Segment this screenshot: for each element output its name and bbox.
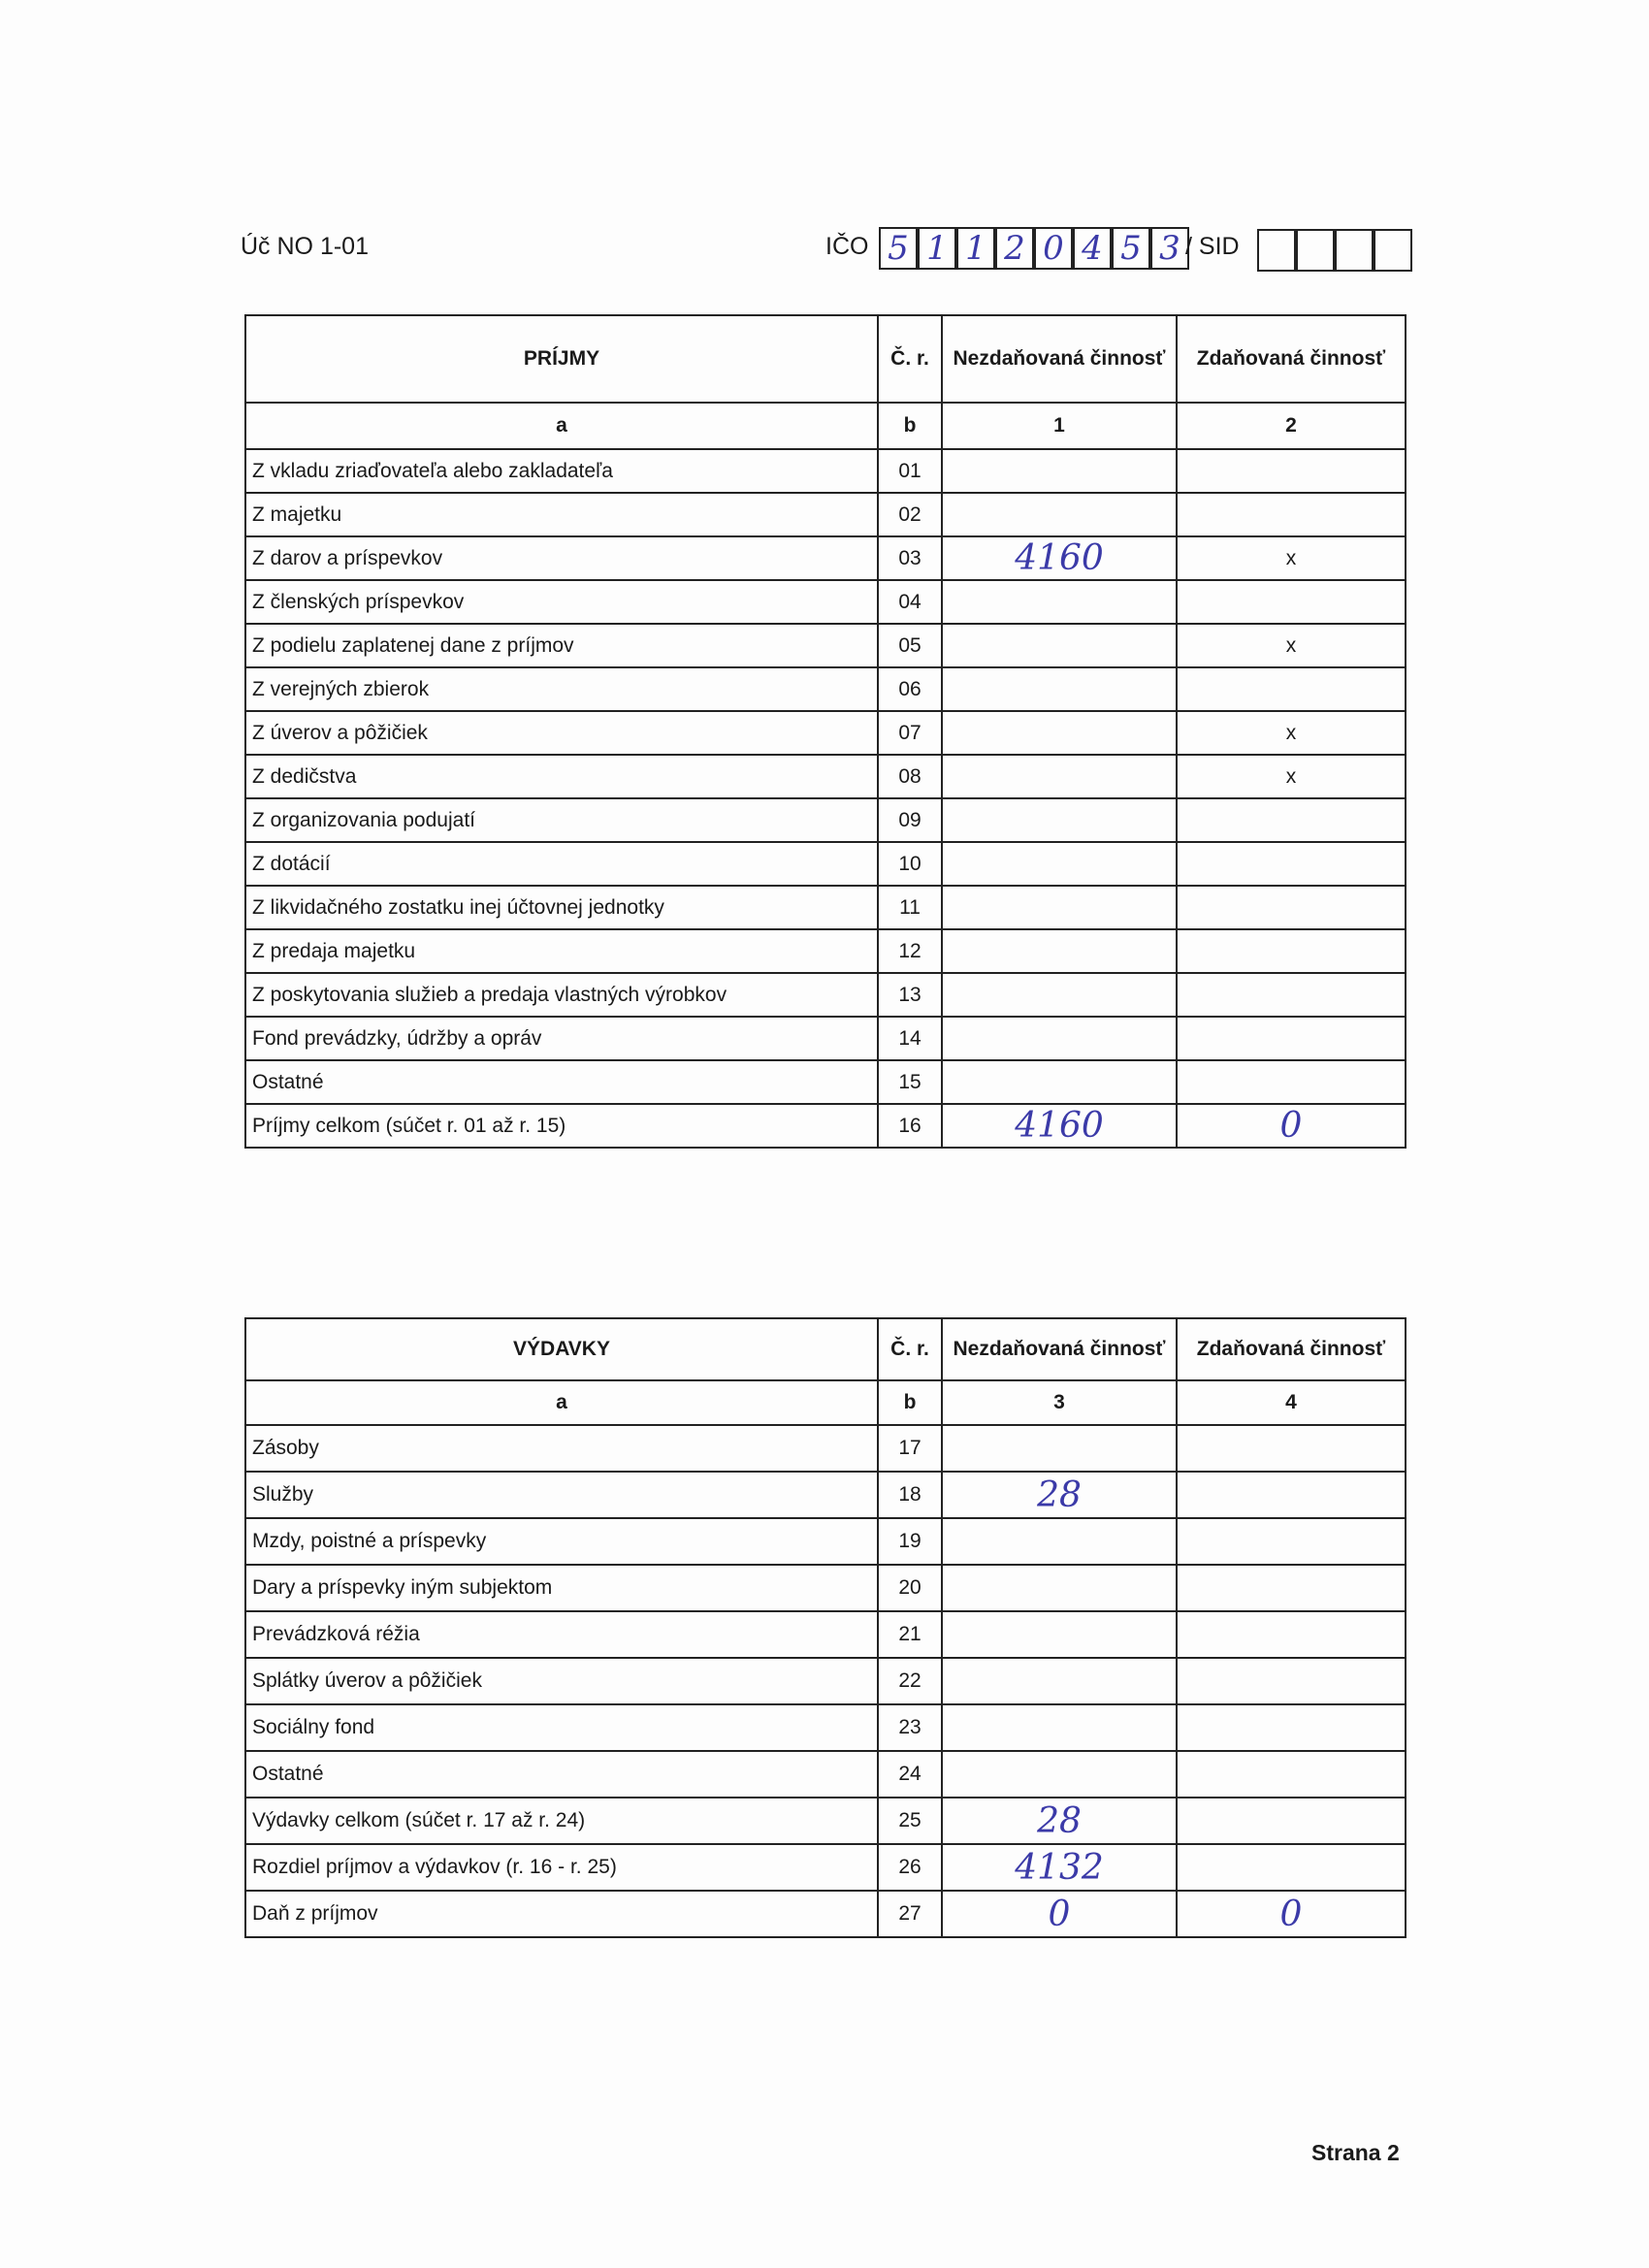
row-code: 20	[878, 1565, 942, 1611]
col-a-label: a	[245, 1380, 878, 1425]
row-label: Z predaja majetku	[245, 929, 878, 973]
value-cell[interactable]	[942, 449, 1177, 493]
row-code: 09	[878, 798, 942, 842]
row-label: Dary a príspevky iným subjektom	[245, 1565, 878, 1611]
col-4-label: 4	[1177, 1380, 1406, 1425]
value-cell[interactable]	[1177, 449, 1406, 493]
ico-digit: 1	[926, 229, 948, 268]
value-cell[interactable]: 0	[1177, 1104, 1406, 1148]
ico-digit: 0	[1043, 229, 1064, 268]
ico-digit: 3	[1159, 229, 1180, 268]
value-cell[interactable]	[1177, 973, 1406, 1017]
row-code: 25	[878, 1798, 942, 1844]
table-row	[245, 929, 1406, 973]
row-label: Splátky úverov a pôžičiek	[245, 1658, 878, 1704]
ico-digit: 1	[965, 229, 986, 268]
value-cell[interactable]	[1177, 580, 1406, 624]
value-cell[interactable]	[942, 973, 1177, 1017]
row-label: Príjmy celkom (súčet r. 01 až r. 15)	[245, 1104, 878, 1148]
value-cell[interactable]	[1177, 493, 1406, 536]
income-title: PRÍJMY	[245, 315, 878, 403]
value-cell[interactable]	[1177, 1658, 1406, 1704]
row-label: Mzdy, poistné a príspevky	[245, 1518, 878, 1565]
ico-digit: 4	[1082, 229, 1103, 268]
row-code: 16	[878, 1104, 942, 1148]
ico-digit: 2	[1004, 229, 1025, 268]
value-cell[interactable]: x	[1177, 624, 1406, 667]
value-cell[interactable]	[1177, 929, 1406, 973]
row-label: Výdavky celkom (súčet r. 17 až r. 24)	[245, 1798, 878, 1844]
table-row	[245, 1472, 1406, 1518]
row-code: 26	[878, 1844, 942, 1891]
value-cell[interactable]	[942, 580, 1177, 624]
row-code: 24	[878, 1751, 942, 1798]
value-cell[interactable]	[942, 1658, 1177, 1704]
row-code: 18	[878, 1472, 942, 1518]
row-code: 06	[878, 667, 942, 711]
value-cell[interactable]	[1177, 1472, 1406, 1518]
form-code: Úč NO 1-01	[241, 233, 369, 260]
table-row	[245, 1751, 1406, 1798]
row-code: 08	[878, 755, 942, 798]
value-cell[interactable]	[942, 1751, 1177, 1798]
row-code: 13	[878, 973, 942, 1017]
value-cell[interactable]	[1177, 1565, 1406, 1611]
row-code: 11	[878, 886, 942, 929]
row-code: 21	[878, 1611, 942, 1658]
value-cell[interactable]: 4160	[942, 536, 1177, 580]
table-row	[245, 1611, 1406, 1658]
sid-digit-box[interactable]	[1296, 229, 1335, 272]
row-label: Z organizovania podujatí	[245, 798, 878, 842]
nontaxed-header: Nezdaňovaná činnosť	[942, 1318, 1177, 1380]
value-cell[interactable]	[1177, 1751, 1406, 1798]
value-cell[interactable]	[1177, 1611, 1406, 1658]
row-code: 12	[878, 929, 942, 973]
table-row	[245, 536, 1406, 580]
table-row	[245, 886, 1406, 929]
table-row	[245, 1104, 1406, 1148]
expenses-table	[244, 1317, 1406, 1938]
row-code: 10	[878, 842, 942, 886]
row-code: 01	[878, 449, 942, 493]
row-label: Z dedičstva	[245, 755, 878, 798]
row-label: Ostatné	[245, 1060, 878, 1104]
row-label: Daň z príjmov	[245, 1891, 878, 1937]
row-label: Služby	[245, 1472, 878, 1518]
value-cell[interactable]	[942, 711, 1177, 755]
value-cell[interactable]	[942, 493, 1177, 536]
table-row	[245, 580, 1406, 624]
value-cell[interactable]	[1177, 1844, 1406, 1891]
row-label: Ostatné	[245, 1751, 878, 1798]
value-cell[interactable]	[942, 1565, 1177, 1611]
value-cell[interactable]: x	[1177, 536, 1406, 580]
table-row	[245, 973, 1406, 1017]
table-row	[245, 624, 1406, 667]
table-row	[245, 1017, 1406, 1060]
taxed-header: Zdaňovaná činnosť	[1177, 1318, 1406, 1380]
value-cell[interactable]	[1177, 1017, 1406, 1060]
row-label: Z darov a príspevkov	[245, 536, 878, 580]
table-row	[245, 449, 1406, 493]
value-cell[interactable]	[1177, 1060, 1406, 1104]
table-row	[245, 1518, 1406, 1565]
value-cell[interactable]: 28	[942, 1472, 1177, 1518]
table-row	[245, 842, 1406, 886]
table-row	[245, 1425, 1406, 1472]
row-code: 22	[878, 1658, 942, 1704]
value-cell[interactable]	[1177, 1518, 1406, 1565]
row-code: 15	[878, 1060, 942, 1104]
value-cell[interactable]	[942, 798, 1177, 842]
col-1-label: 1	[942, 403, 1177, 449]
value-cell[interactable]	[1177, 1798, 1406, 1844]
row-code: 05	[878, 624, 942, 667]
row-label: Fond prevádzky, údržby a opráv	[245, 1017, 878, 1060]
table-row	[245, 493, 1406, 536]
row-label: Sociálny fond	[245, 1704, 878, 1751]
col-b-label: b	[878, 1380, 942, 1425]
expenses-title: VÝDAVKY	[245, 1318, 878, 1380]
row-label: Z členských príspevkov	[245, 580, 878, 624]
value-cell[interactable]	[1177, 842, 1406, 886]
cr-header: Č. r.	[878, 315, 942, 403]
value-cell[interactable]	[942, 755, 1177, 798]
value-cell[interactable]	[942, 1704, 1177, 1751]
value-cell[interactable]: 0	[1177, 1891, 1406, 1937]
value-cell[interactable]: 4132	[942, 1844, 1177, 1891]
col-b-label: b	[878, 403, 942, 449]
value-cell[interactable]: 28	[942, 1798, 1177, 1844]
sid-digit-box[interactable]	[1257, 229, 1296, 272]
value-cell[interactable]	[942, 842, 1177, 886]
value-cell[interactable]	[942, 1017, 1177, 1060]
table-row	[245, 667, 1406, 711]
value-cell[interactable]: 0	[942, 1891, 1177, 1937]
row-code: 03	[878, 536, 942, 580]
value-cell[interactable]: x	[1177, 711, 1406, 755]
sid-digit-box[interactable]	[1374, 229, 1412, 272]
table-row	[245, 1844, 1406, 1891]
value-cell[interactable]	[942, 667, 1177, 711]
value-cell[interactable]	[942, 1518, 1177, 1565]
row-label: Z dotácií	[245, 842, 878, 886]
value-cell[interactable]	[1177, 1704, 1406, 1751]
row-label: Rozdiel príjmov a výdavkov (r. 16 - r. 25)	[245, 1844, 878, 1891]
row-code: 04	[878, 580, 942, 624]
row-label: Z úverov a pôžičiek	[245, 711, 878, 755]
row-label: Zásoby	[245, 1425, 878, 1472]
row-code: 14	[878, 1017, 942, 1060]
page-number: Strana 2	[1311, 2140, 1400, 2165]
income-table	[244, 314, 1406, 1149]
row-code: 17	[878, 1425, 942, 1472]
nontaxed-header: Nezdaňovaná činnosť	[942, 315, 1177, 403]
row-label: Z poskytovania služieb a predaja vlastných výrobkov	[245, 973, 878, 1017]
ico-label: IČO	[825, 233, 869, 260]
row-label: Z verejných zbierok	[245, 667, 878, 711]
row-code: 02	[878, 493, 942, 536]
value-cell[interactable]	[942, 1425, 1177, 1472]
row-code: 27	[878, 1891, 942, 1937]
value-cell[interactable]	[1177, 667, 1406, 711]
taxed-header: Zdaňovaná činnosť	[1177, 315, 1406, 403]
table-row	[245, 711, 1406, 755]
table-row	[245, 1658, 1406, 1704]
value-cell[interactable]: 4160	[942, 1104, 1177, 1148]
table-row	[245, 798, 1406, 842]
cr-header: Č. r.	[878, 1318, 942, 1380]
col-3-label: 3	[942, 1380, 1177, 1425]
value-cell[interactable]	[942, 886, 1177, 929]
row-label: Z likvidačného zostatku inej účtovnej jednotky	[245, 886, 878, 929]
row-code: 23	[878, 1704, 942, 1751]
table-row	[245, 1565, 1406, 1611]
value-cell[interactable]	[1177, 798, 1406, 842]
row-label: Z vkladu zriaďovateľa alebo zakladateľa	[245, 449, 878, 493]
value-cell[interactable]	[1177, 886, 1406, 929]
table-row	[245, 1798, 1406, 1844]
ico-digit: 5	[1120, 229, 1142, 268]
col-2-label: 2	[1177, 403, 1406, 449]
table-row	[245, 1704, 1406, 1751]
row-label: Z majetku	[245, 493, 878, 536]
value-cell[interactable]: x	[1177, 755, 1406, 798]
value-cell[interactable]	[1177, 1425, 1406, 1472]
ico-digit: 5	[888, 229, 909, 268]
value-cell[interactable]	[942, 929, 1177, 973]
row-label: Z podielu zaplatenej dane z príjmov	[245, 624, 878, 667]
table-row	[245, 755, 1406, 798]
value-cell[interactable]	[942, 1611, 1177, 1658]
row-label: Prevádzková réžia	[245, 1611, 878, 1658]
sid-digit-box[interactable]	[1335, 229, 1374, 272]
value-cell[interactable]	[942, 1060, 1177, 1104]
table-row	[245, 1060, 1406, 1104]
table-row	[245, 1891, 1406, 1937]
row-code: 07	[878, 711, 942, 755]
sid-label: / SID	[1185, 233, 1240, 260]
value-cell[interactable]	[942, 624, 1177, 667]
row-code: 19	[878, 1518, 942, 1565]
col-a-label: a	[245, 403, 878, 449]
